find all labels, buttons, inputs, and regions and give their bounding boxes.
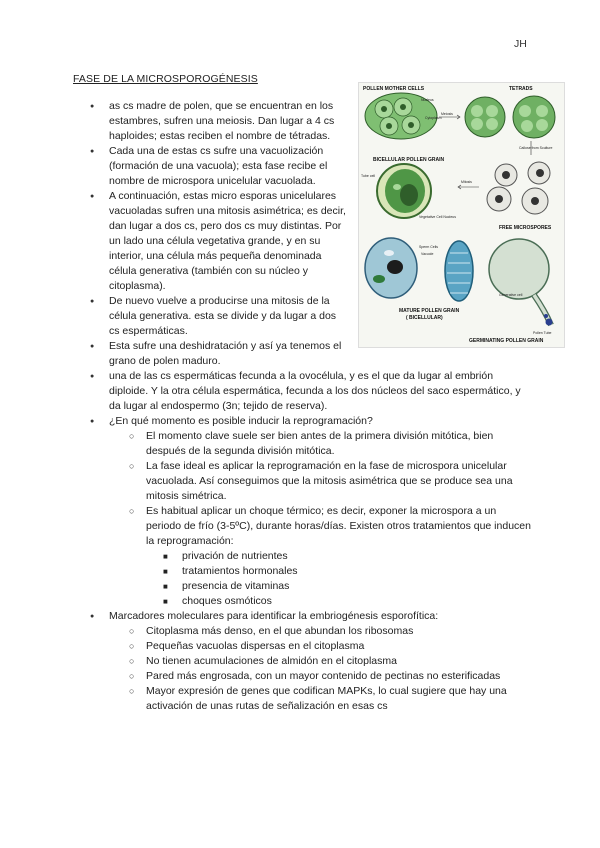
list-item: ● Esta sufre una deshidratación y así ya tenemos el grano de polen maduro. <box>0 339 349 369</box>
label-meiosis: Meiosis <box>441 112 453 116</box>
label-bicellular-pollen-grain: BICELLULAR POLLEN GRAIN <box>373 157 445 163</box>
sub-list-markers <box>109 624 600 714</box>
sub-list-item-text: ○ Citoplasma más denso, en el que abundan los ribosomas <box>146 625 414 637</box>
list-item <box>0 369 600 414</box>
sub-list-item <box>109 504 600 609</box>
label-mature-pollen-grain: MATURE POLLEN GRAIN <box>399 308 460 314</box>
main-content <box>0 99 600 714</box>
sub-list-item <box>109 669 600 684</box>
label-vegetative-nucleus: Vegetative Cell Nucleus <box>419 215 456 219</box>
sub-list-item-text: ○ Pequeñas vacuolas dispersas en el citoplasma <box>146 640 365 652</box>
main-bullet-list <box>0 369 600 714</box>
label-cytoplasm: Cytoplasm <box>425 116 442 120</box>
list-item: ● De nuevo vuelve a producirse una mitosis de la célula generativa. esta se divide y da lugar a dos cs espermáticas. <box>0 294 349 339</box>
label-tube-cell: Tube cell <box>361 174 376 178</box>
list-item <box>0 609 600 714</box>
label-free-microspores: FREE MICROSPORES <box>499 225 552 231</box>
sub-list-item <box>109 654 600 669</box>
label-sperm-cells: Sperm Cells <box>419 245 439 249</box>
sub-list-item <box>109 624 600 639</box>
sub-list-item <box>109 429 600 459</box>
list-item-text: ● una de las cs espermáticas fecunda a la ovocélula, y es el que da lugar al embrión diploide. Y la otra célula espermática, fecunda a los dos núcleos del saco espermático, y da lugar al endospermo (3n; tejido de reserva). <box>109 370 521 412</box>
page-title: FASE DE LA MICROSPOROGÉNESIS <box>73 73 258 85</box>
label-callose: Callose from Sculture <box>519 146 553 150</box>
sub-list-item <box>109 459 600 504</box>
list-item: ● as cs madre de polen, que se encuentran en los estambres, sufren una meiosis. Dan lugar a 4 cs haploides; estas reciben el nombre de tétradas. <box>0 99 349 144</box>
sub-list-item-text: ○ Pared más engrosada, con un mayor contenido de pectinas no esterificadas <box>146 670 501 682</box>
list-item <box>0 414 600 609</box>
label-mature-pollen-grain-sub: ( BICELLULAR) <box>406 315 443 321</box>
sub-list-item-text: ○ El momento clave suele ser bien antes de la primera división mitótica, bien después de la segunda división mitótica. <box>146 430 494 457</box>
sub-list-item-text: ○ Es habitual aplicar un choque térmico; es decir, exponer la microspora a un periodo de frío (3-5ºC), durante horas/días. Existen otros tratamientos que inducen la reprogramación: <box>146 505 531 547</box>
sub-sub-list-treatments <box>146 549 600 609</box>
label-tetrads: TETRADS <box>509 86 533 92</box>
intro-bullet-list <box>0 99 600 369</box>
label-mitosis: Mitosis <box>461 180 472 184</box>
label-nucleus: Nucleus <box>421 98 434 102</box>
list-item: ● A continuación, estas micro esporas unicelulares vacuoladas sufren una mitosis asimétrica; es decir, dan lugar a dos cs, pero dos cs muy distintas. Por un lado una célula vegetativa grande, y en su interior, una célula más pequeña denominada célula generativa (también con su núcleo y citoplasma). <box>0 189 349 294</box>
label-pollen-tube: Pollen Tube <box>533 331 552 335</box>
sub-list-item-text: ○ Mayor expresión de genes que codifican MAPKs, lo cual sugiere que hay una activación de unas rutas de señalización en esas cs <box>146 685 507 712</box>
treatment-item: ■ choques osmóticos <box>146 594 600 609</box>
sub-list-item <box>109 684 600 714</box>
treatment-item: ■ privación de nutrientes <box>146 549 600 564</box>
sub-list-reprogramming <box>109 429 600 609</box>
sub-list-item <box>109 639 600 654</box>
sub-list-item-text: ○ No tienen acumulaciones de almidón en el citoplasma <box>146 655 397 667</box>
list-item-text: ● ¿En qué momento es posible inducir la reprogramación? <box>109 415 373 427</box>
sub-list-item-text: ○ La fase ideal es aplicar la reprogramación en la fase de microspora unicelular vacuolada. Así conseguimos que la mitosis asimétrica que se produce sea una mitosis simétrica. <box>146 460 513 502</box>
label-vacuole: Vacuole <box>421 252 434 256</box>
list-item: ● Cada una de estas cs sufre una vacuolización (formación de una vacuola); esta fase recibe el nombre de microspora unicelular vacuolada. <box>0 144 349 189</box>
label-generative-cell: Generative cell <box>499 293 523 297</box>
treatment-item: ■ presencia de vitaminas <box>146 579 600 594</box>
header-initials: JH <box>514 38 527 50</box>
treatment-item: ■ tratamientos hormonales <box>146 564 600 579</box>
label-germinating-pollen-grain: GERMINATING POLLEN GRAIN <box>469 338 544 344</box>
list-item-text: ● Marcadores moleculares para identificar la embriogénesis esporofítica: <box>109 610 439 622</box>
label-pollen-mother-cells: POLLEN MOTHER CELLS <box>363 86 425 92</box>
